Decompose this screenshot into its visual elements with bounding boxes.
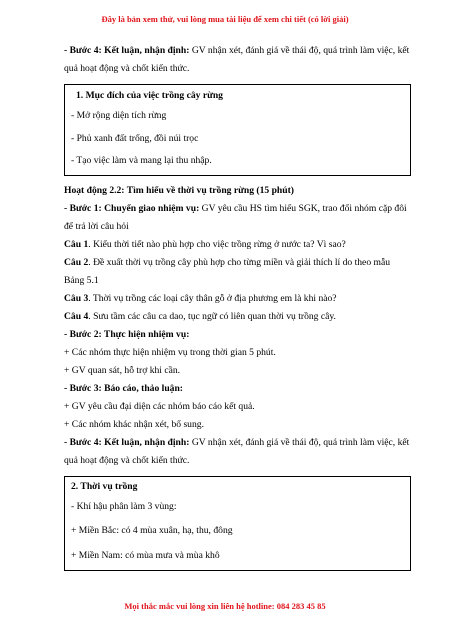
question-1: [64, 236, 411, 254]
question-text: . Kiểu thời tiết nào phù hợp cho việc trồng rừng ở nước ta? Vì sao?: [88, 238, 346, 250]
step4b-text: GV nhận xét, đánh giá về thái độ, quá trình làm việc, kết quả hoạt động và chốt kiến thức.: [64, 436, 410, 466]
question-label: Câu 3: [64, 292, 89, 304]
step4-label: - Bước 4: Kết luận, nhận định:: [64, 45, 190, 56]
step2-item: + GV quan sát, hỗ trợ khi cần.: [64, 364, 181, 376]
season-box: [64, 476, 411, 572]
season-item: + Miền Nam: có mùa mưa và mùa khô: [71, 549, 220, 561]
question-label: Câu 4: [64, 310, 89, 322]
question-label: Câu 2: [64, 256, 89, 268]
question-3: [64, 290, 411, 308]
step1-text: GV yêu cầu HS tìm hiểu SGK, trao đổi nhóm cặp đôi để trả lời câu hỏi: [64, 202, 407, 232]
step2-item: + Các nhóm thực hiện nhiệm vụ trong thời gian 5 phút.: [64, 346, 276, 358]
season-item: + Miền Bắc: có 4 mùa xuân, hạ, thu, đông: [71, 525, 233, 536]
step4b-label: - Bước 4: Kết luận, nhận định:: [64, 436, 190, 448]
purpose-item: - Tạo việc làm và mang lại thu nhập.: [71, 155, 212, 166]
step4b-paragraph: [64, 434, 411, 470]
step4-paragraph: [64, 42, 411, 78]
question-text: . Sưu tầm các câu ca dao, tục ngữ có liên quan thời vụ trồng cây.: [88, 310, 336, 322]
question-label: Câu 1: [64, 238, 89, 250]
purpose-box: [64, 84, 411, 176]
question-text: . Đề xuất thời vụ trồng cây phù hợp cho từng miền và giải thích lí do theo mẫu Bảng 5.1: [64, 256, 391, 286]
step1-label: - Bước 1: Chuyển giao nhiệm vụ:: [64, 202, 200, 214]
preview-notice-banner: Đây là bản xem thử, vui lòng mua tài liệu để xem chi tiết (có lời giải): [101, 14, 349, 24]
activity-heading: Hoạt động 2.2: Tìm hiểu về thời vụ trồng rừng (15 phút): [64, 184, 294, 196]
hotline-banner: Mọi thắc mắc vui lòng xin liên hệ hotline: 084 283 45 85: [124, 601, 326, 611]
question-2: [64, 254, 411, 290]
step4-text: GV nhận xét, đánh giá về thái độ, quá trình làm việc, kết quả hoạt động và chốt kiến thức.: [64, 45, 410, 74]
step2-label: - Bước 2: Thực hiện nhiệm vụ:: [64, 328, 190, 340]
question-4: [64, 308, 411, 326]
purpose-box-title: 1. Mục đích của việc trồng cây rừng: [76, 90, 223, 101]
step3-label: - Bước 3: Báo cáo, thảo luận:: [64, 382, 183, 394]
purpose-item: - Phủ xanh đất trống, đồi núi trọc: [71, 132, 199, 144]
step3-item: + GV yêu cầu đại diện các nhóm báo cáo kết quả.: [64, 400, 255, 412]
step1-paragraph: [64, 200, 411, 236]
purpose-item: - Mở rộng diện tích rừng: [71, 110, 167, 121]
season-box-title: 2. Thời vụ trồng: [71, 480, 138, 492]
season-item: - Khí hậu phân làm 3 vùng:: [71, 500, 177, 512]
step3-item: + Các nhóm khác nhận xét, bổ sung.: [64, 418, 204, 430]
document-body: [64, 42, 411, 577]
question-text: . Thời vụ trồng các loại cây thân gỗ ở địa phương em là khi nào?: [88, 292, 337, 304]
